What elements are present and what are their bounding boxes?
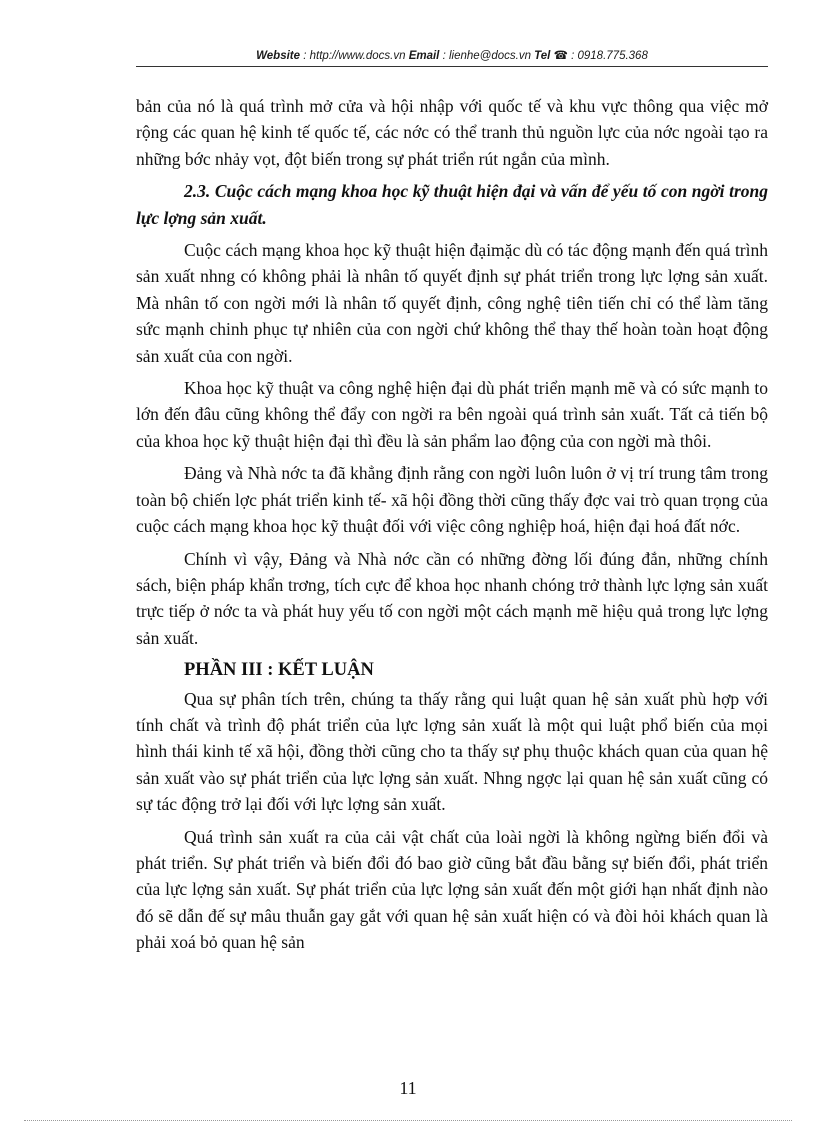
page-header: [136, 48, 768, 62]
paragraph: Quá trình sản xuất ra của cải vật chất của loài ngời là không ngừng biến đổi và phát triển. Sự phát triển và biến đổi đó bao giờ cũng bắt đầu bằng sự biến đổi, phát triển của lực lợng sản xuất. Sự phát triển của lực lợng sản xuất đến một giới hạn nhất định nào đó sẽ dẫn đế sự mâu thuẫn gay gắt với quan hệ sản xuất hiện có và đòi hỏi khách quan là phải xoá bỏ quan hệ sản: [136, 826, 768, 953]
website-url[interactable]: http://www.docs.vn: [309, 50, 406, 62]
footer-divider: [24, 1120, 792, 1121]
document-body: [136, 93, 768, 962]
email-label: Email: [408, 50, 440, 62]
website-separator: :: [300, 50, 310, 62]
email-separator: :: [439, 50, 449, 62]
tel-separator: :: [567, 50, 578, 62]
header-divider: [136, 66, 768, 67]
email-address[interactable]: lienhe@docs.vn: [448, 50, 531, 62]
paragraph: Chính vì vậy, Đảng và Nhà nớc cần có những đờng lối đúng đắn, những chính sách, biện pháp khẩn trơng, tích cực để khoa học nhanh chóng trở thành lực lợng sản xuất trực tiếp ở nớc ta và phát huy yếu tố con ngời một cách mạnh mẽ hiệu quả trong lực lợng sản xuất.: [136, 548, 768, 648]
section-heading-2-3: 2.3. Cuộc cách mạng khoa học kỹ thuật hiện đại và vấn để yếu tố con ngời trong lực lợng sản xuất.: [136, 181, 768, 228]
paragraph-continuation: bản của nó là quá trình mở cửa và hội nhập với quốc tế và khu vực thông qua việc mở rộng các quan hệ kinh tế quốc tế, các nớc có thể tranh thủ nguồn lực của nớc ngoài tạo ra những bớc nhảy vọt, đột biến trong sự phát triển rút ngắn của mình.: [136, 96, 768, 169]
part-heading-conclusion: PHẦN III : KẾT LUẬN: [184, 660, 374, 681]
tel-label: Tel: [534, 50, 551, 62]
tel-number: 0918.775.368: [577, 50, 648, 62]
telephone-icon: ☎: [553, 50, 568, 62]
page-number: 11: [399, 1078, 417, 1098]
paragraph: Qua sự phân tích trên, chúng ta thấy rằng qui luật quan hệ sản xuất phù hợp với tính chất và trình độ phát triển của lực lợng sản xuất là một qui luật phổ biến của mọi hình thái kinh tế xã hội, đồng thời cũng cho ta thấy sự phụ thuộc khách quan của quan hệ sản xuất vào sự phát triển của lực lợng sản xuất. Nhng ngợc lại quan hệ sản xuất cũng có sự tác động trở lại đối với lực lợng sản xuất.: [136, 688, 768, 815]
paragraph: Cuộc cách mạng khoa học kỹ thuật hiện đạimặc dù có tác động mạnh đến quá trình sản xuất nhng có không phải là nhân tố quyết định sự phát triển trong lực lợng sản xuất. Mà nhân tố con ngời mới là nhân tố quyết định, công nghệ tiên tiến chỉ có thể làm tăng sức mạnh chinh phục tự nhiên của con ngời chứ không thể thay thế hoàn toàn hoạt động sản xuất của con ngời.: [136, 240, 768, 366]
website-label: Website: [256, 50, 301, 62]
paragraph: Khoa học kỹ thuật va công nghệ hiện đại dù phát triển mạnh mẽ và có sức mạnh to lớn đến đâu cũng không thể đẩy con ngời ra bên ngoài quá trình sản xuất. Tất cả tiến bộ của khoa học kỹ thuật hiện đại thì đều là sản phẩm lao động của con ngời mà thôi.: [136, 378, 768, 451]
paragraph: Đảng và Nhà nớc ta đã khẳng định rằng con ngời luôn luôn ở vị trí trung tâm trong toàn bộ chiến lợc phát triển kinh tế- xã hội đồng thời cũng thấy đợc vai trò quan trọng của cuộc cách mạng khoa học kỹ thuật đối với việc công nghiệp hoá, hiện đại hoá đất nớc.: [136, 463, 768, 537]
